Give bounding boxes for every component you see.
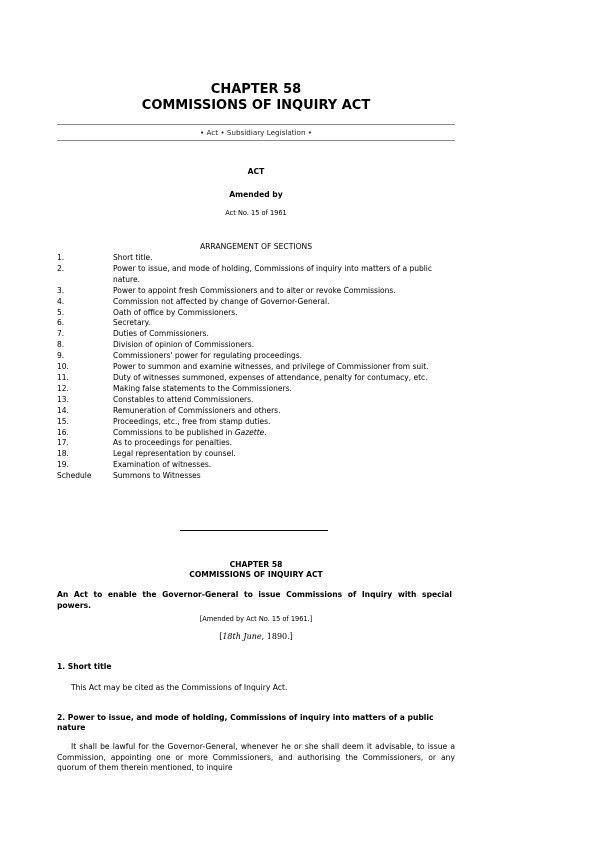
section-2-heading: 2. Power to issue, and mode of holding, Commissions of inquiry into matters of a public nature bbox=[57, 713, 434, 732]
toc-row[interactable]: 1. Short title. bbox=[57, 253, 153, 262]
long-title: An Act to enable the Governor-General to issue Commissions of Inquiry with special powers. bbox=[57, 590, 452, 610]
toc-row[interactable]: 7. Duties of Commissioners. bbox=[57, 329, 209, 339]
act-title-heading: COMMISSIONS OF INQUIRY ACT bbox=[141, 98, 371, 113]
section-2-text: It shall be lawful for the Governor-General, whenever he or she shall deem it advisable, to issue a Commission, appointing one or more Commissioners, and authorising the Commissioners, or any quorum of them therein mentioned, to inquire bbox=[57, 742, 455, 773]
section-divider bbox=[180, 530, 328, 531]
toc-row[interactable]: 8. Division of opinion of Commissioners. bbox=[57, 340, 255, 350]
toc-row[interactable]: Schedule Summons to Witnesses bbox=[57, 471, 201, 481]
toc-row[interactable]: 16. Commissions to be published in Gazette. bbox=[57, 427, 267, 437]
toc-row[interactable]: 5. Oath of office by Commissioners. bbox=[57, 307, 238, 317]
toc-row[interactable]: 10. Power to summon and examine witnesses, and privilege of Commissioner from suit. bbox=[57, 362, 429, 372]
toc-row[interactable]: 14. Remuneration of Commissioners and others. bbox=[57, 405, 281, 415]
toc-row[interactable]: 13. Constables to attend Commissioners. bbox=[57, 394, 254, 404]
toc-row[interactable]: 9. Commissioners' power for regulating proceedings. bbox=[57, 351, 302, 361]
toc-row[interactable]: 4. Commission not affected by change of Governor-General. bbox=[57, 296, 330, 306]
chapter-heading: CHAPTER 58 bbox=[210, 82, 302, 97]
nav-bottom-rule bbox=[57, 140, 455, 141]
toc-row[interactable]: 12. Making false statements to the Commissioners. bbox=[57, 383, 292, 393]
arrangement-heading: ARRANGEMENT OF SECTIONS bbox=[199, 242, 313, 251]
toc-row[interactable]: 17. As to proceedings for penalties. bbox=[57, 438, 233, 448]
act-label: ACT bbox=[247, 167, 265, 176]
toc-row[interactable]: 3. Power to appoint fresh Commissioners and to alter or revoke Commissions. bbox=[57, 285, 396, 295]
toc-row[interactable]: 19. Examination of witnesses. bbox=[57, 460, 212, 470]
toc-row[interactable]: 11. Duty of witnesses summoned, expenses of attendance, penalty for contumacy, etc. bbox=[57, 372, 428, 382]
assent-date: [18th June, 1890.] bbox=[219, 632, 293, 641]
arrangement-of-sections bbox=[57, 253, 455, 482]
section-1-text: This Act may be cited as the Commissions of Inquiry Act. bbox=[71, 683, 288, 692]
section-1-heading: 1. Short title bbox=[57, 662, 112, 671]
document-nav-links[interactable]: • Act • Subsidiary Legislation • bbox=[199, 128, 313, 137]
amended-by-value: Act No. 15 of 1961 bbox=[225, 209, 287, 217]
toc-row[interactable]: 6. Secretary. bbox=[57, 318, 151, 328]
toc-row[interactable]: 18. Legal representation by counsel. bbox=[57, 449, 236, 459]
amendment-note: [Amended by Act No. 15 of 1961.] bbox=[199, 615, 313, 623]
toc-row[interactable]: 15. Proceedings, etc., free from stamp duties. bbox=[57, 416, 271, 426]
top-rule bbox=[57, 124, 455, 125]
toc-row[interactable]: 2. Power to issue, and mode of holding, Commissions of inquiry into matters of a public nature. bbox=[57, 263, 433, 284]
body-chapter-heading: CHAPTER 58 bbox=[229, 560, 283, 569]
amended-by-label: Amended by bbox=[229, 190, 283, 199]
body-title-heading: COMMISSIONS OF INQUIRY ACT bbox=[189, 570, 323, 579]
